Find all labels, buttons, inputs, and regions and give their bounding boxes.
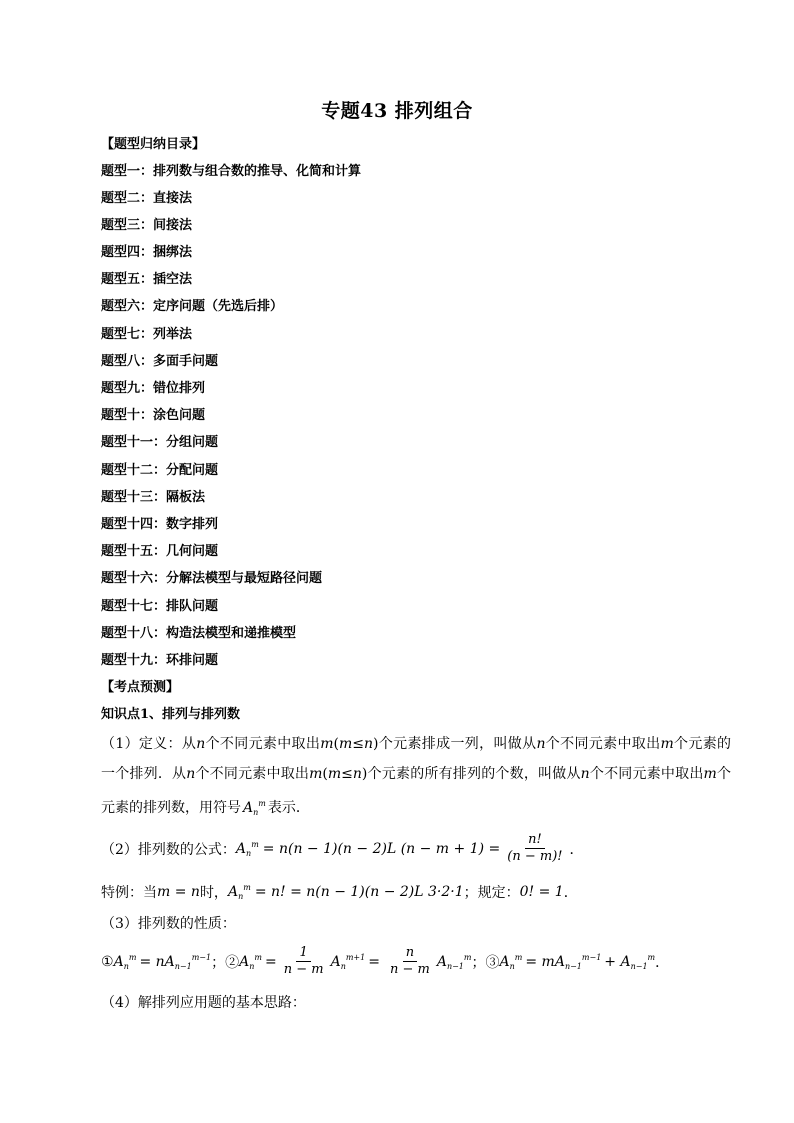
- toc-item: 题型十一：分组问题: [101, 435, 219, 450]
- toc-item: 题型十三：隔板法: [101, 490, 206, 505]
- toc-item: 题型四：捆绑法: [101, 245, 193, 260]
- toc-item: 题型三：间接法: [101, 218, 193, 233]
- toc-header: 【题型归纳目录】: [101, 137, 206, 152]
- toc-item: 题型十七：排队问题: [101, 599, 219, 614]
- toc-item: 题型十九：环排问题: [101, 653, 219, 668]
- toc-item: 题型十二：分配问题: [101, 463, 219, 478]
- formula-fraction: $\frac{n!}{(n - m)!}$: [507, 832, 563, 864]
- toc-item: 题型十八：构造法模型和递推模型: [101, 626, 297, 641]
- properties-label: （3）排列数的性质：: [101, 916, 236, 932]
- step-four: （4）解排列应用题的基本思路：: [101, 995, 306, 1011]
- toc-item: 题型十六：分解法模型与最短路径问题: [101, 571, 323, 586]
- permutation-formula: （2）排列数的公式： $A_n^m$ = n(n − 1)(n − 2)L (n − m + 1) = $\frac{n!}{(n - m)!}$ ．: [101, 832, 584, 864]
- toc-item: 题型六：定序问题（先选后排）: [101, 299, 284, 314]
- toc-item: 题型一：排列数与组合数的推导、化简和计算: [101, 164, 362, 179]
- toc-item: 题型八：多面手问题: [101, 354, 219, 369]
- toc-item: 题型十五：几何问题: [101, 544, 219, 559]
- toc-item: 题型二：直接法: [101, 191, 193, 206]
- toc-item: 题型九：错位排列: [101, 381, 206, 396]
- definition-paragraph: （1）定义：从n个不同元素中取出m(m≤n)个元素排成一列，叫做从n个不同元素中取出m个元素的一个排列．从n个不同元素中取出m(m≤n)个元素的所有排列的个数，叫做从n个不同元素中取出m个元素的排列数，用符号 $A_n^m$ 表示．: [101, 736, 732, 817]
- special-case: 特例：当 m = n 时， $A_n^m$ = n! = n(n − 1)(n − 2)L 3·2·1 ；规定： 0! = 1 ．: [101, 883, 578, 901]
- page-title: 专题43 排列组合: [321, 100, 473, 122]
- properties-formula: ① $A_n^m$ = nA $_{n-1}^{m-1}$ ；② $A_n^m$ = $\frac{1}{n - m}$ $A_n^{m+1}$ = $\frac{n}{n - m}$ $A_{n-1}^m$ ；③ $A_n^m$ = mA $_{n-1}^{m-1}$ + $A_{n-1}^m$ ．: [101, 945, 670, 977]
- knowledge-point-title: 知识点1、排列与排列数: [101, 707, 241, 722]
- toc-item: 题型十：涂色问题: [101, 408, 206, 423]
- toc-item: 题型十四：数字排列: [101, 517, 219, 532]
- toc-item: 题型七：列举法: [101, 327, 193, 342]
- toc-item: 题型五：插空法: [101, 272, 193, 287]
- predict-header: 【考点预测】: [101, 680, 180, 695]
